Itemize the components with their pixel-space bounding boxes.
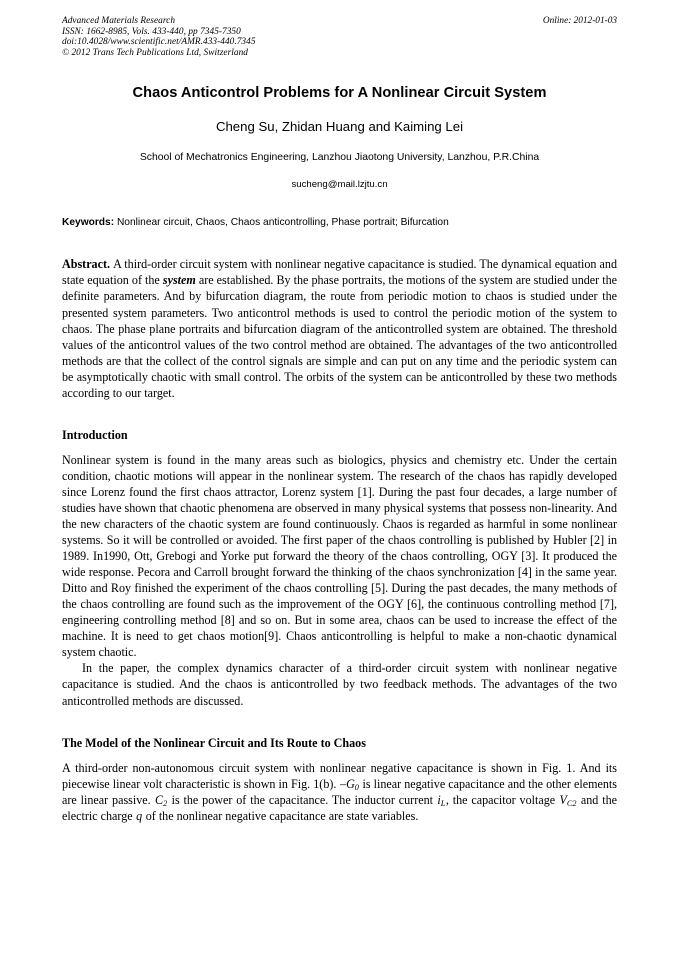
- running-header: [62, 16, 617, 58]
- issn-volume-pages: ISSN: 1662-8985, Vols. 433-440, pp 7345-7350: [62, 26, 241, 37]
- copyright-line: © 2012 Trans Tech Publications Ltd, Switzerland: [62, 47, 248, 58]
- journal-name: Advanced Materials Research: [62, 16, 176, 26]
- math-base-C: C: [155, 792, 164, 807]
- keywords-line: [62, 191, 617, 229]
- math-var-capacitor-voltage: [559, 793, 577, 807]
- math-sub-2: 2: [163, 798, 168, 808]
- math-var-C2: [155, 793, 168, 807]
- contact-email: sucheng@mail.lzjtu.cn: [291, 179, 388, 191]
- math-base-i: i: [437, 792, 441, 807]
- math-base-G: G: [346, 776, 355, 791]
- model-text-seg-4: , the capacitor voltage: [445, 792, 556, 807]
- author-list: Cheng Su, Zhidan Huang and Kaiming Lei: [215, 119, 464, 135]
- math-sub-L: L: [440, 798, 446, 808]
- model-text-seg-1: A third-order non-autonomous circuit system with nonlinear negative capacitance is shown in Fig. 1. And its piecewise linear volt characteristic is shown in Fig. 1(b).: [62, 760, 617, 791]
- page-title: Chaos Anticontrol Problems for A Nonlinear Circuit System: [132, 85, 547, 102]
- abstract-paragraph: [62, 229, 617, 400]
- model-text-seg-6: of the nonlinear negative capacitance are state variables.: [145, 808, 419, 823]
- math-sub-0: 0: [354, 782, 359, 792]
- model-paragraph-1: [62, 751, 617, 824]
- abstract-text-part-2: are established. By the phase portraits, the motions of the system are studied under the definite parameters. And by bifurcation diagram, the route from periodic motion to chaos is studied under the presented system parameters. Two anticontrol methods is used to control the periodic motion of the system to chaos. The phase plane portraits and bifurcation diagram of the anticontrolled system are obtained. The threshold values of the anticontrol values of the two control method are obtained. The advantages of the two anticontrolled methods are that the collect of the control signals are simple and can put on any time and the periodic system can be asymptotically chaotic with small control. The orbits of the system can be anticontrolled by these two methods according to our target.: [62, 273, 618, 400]
- abstract-label: Abstract.: [62, 257, 111, 272]
- model-text-seg-2: is linear negative capacitance and the other elements are linear passive.: [62, 776, 618, 807]
- keywords-values: Nonlinear circuit, Chaos, Chaos anticontrolling, Phase portrait; Bifurcation: [116, 217, 449, 229]
- section-heading-model: The Model of the Nonlinear Circuit and Its Route to Chaos: [62, 735, 366, 750]
- math-var-charge-q: [136, 809, 143, 823]
- introduction-paragraph-1: Nonlinear system is found in the many areas such as biologics, physics and chemistry etc. Under the certain condition, chaotic motions will appear in the nonlinear system. The research of the chaos has rapidly developed since Lorenz found the first chaos attractor, Lorenz system [1]. During the past four decades, a large number of studies have shown that chaotic phenomena are observed in many physical systems that possess non-linearity. And the new characters of the chaotic system are found continuously. Chaos is regarded as harmful in some nonlinear systems. So it will be controlled or avoided. The first paper of the chaos controlling is published by Hubler [2] in 1989. In1990, Ott, Grebogi and Yorke put forward the theory of the chaos controlling, OGY [3]. It produced the wide response. Pecora and Carroll brought forward the thinking of the chaos synchronization [4] in the same year. Ditto and Roy finished the experiment of the chaos controlling [5]. During the past decades, the many methods of the chaos controlling are found such as the improvement of the OGY [6], the continuous controlling method [7], engineering controlling method [8] and so on. But in some area, chaos can be used to increase the effect of the machine. It is need to get chaos motion[9]. Chaos anticontrolling is helpful to make a non-chaotic dynamical system chaotic.: [62, 452, 617, 660]
- affiliation: School of Mechatronics Engineering, Lanzhou Jiaotong University, Lanzhou, P.R.China: [139, 152, 540, 164]
- introduction-paragraph-2: In the paper, the complex dynamics character of a third-order circuit system with nonlinear negative capacitance is studied. And the chaos is anticontrolled by two feedback methods. The advantages of the two anticontrolled methods are discussed.: [62, 661, 617, 708]
- page-content-column: [62, 16, 617, 824]
- model-text-seg-3: is the power of the capacitance. The inductor current: [171, 792, 433, 807]
- abstract-text-part-1: A third-order circuit system with nonlinear negative capacitance is studied. The dynamical equation and state equation of the: [62, 257, 617, 288]
- math-var-negative-G0: [340, 777, 360, 791]
- math-sub-C2: C2: [566, 798, 577, 808]
- section-heading-introduction: Introduction: [62, 427, 128, 442]
- math-var-inductor-current: [437, 793, 446, 807]
- doi-line: doi:10.4028/www.scientific.net/AMR.433-440.7345: [62, 37, 256, 48]
- math-base-q: q: [136, 808, 143, 823]
- abstract-emphasized-term: system: [162, 273, 196, 288]
- math-base-V: V: [559, 792, 567, 807]
- online-date: Online: 2012-01-03: [542, 16, 617, 26]
- keywords-label: Keywords:: [62, 217, 115, 229]
- model-text-seg-5: and the electric charge: [62, 792, 617, 823]
- minus-sign: –: [340, 776, 347, 791]
